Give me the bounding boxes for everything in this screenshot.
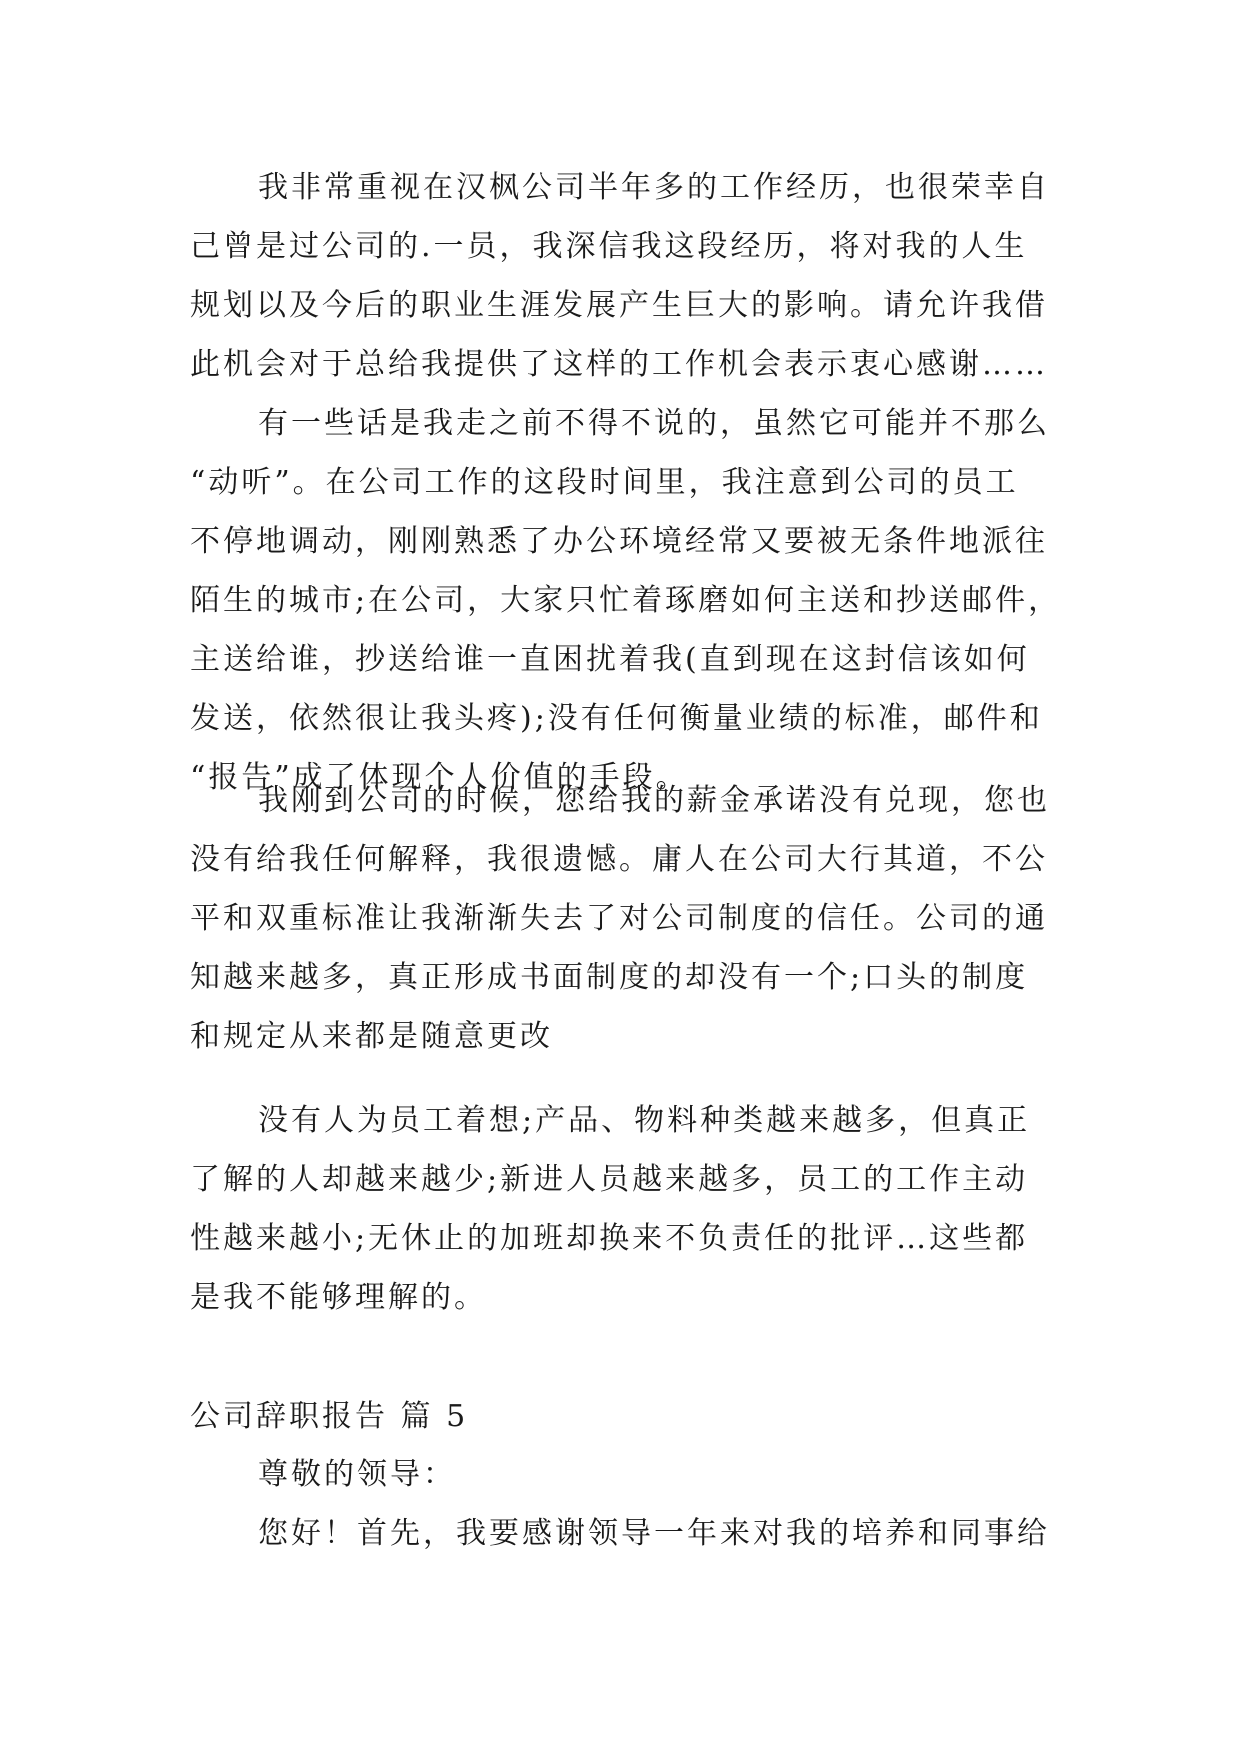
paragraph-4: [190, 1091, 1055, 1327]
paragraph-line: 己曾是过公司的.一员，我深信我这段经历，将对我的人生: [190, 229, 1028, 264]
paragraph-line: 此机会对于总给我提供了这样的工作机会表示衷心感谢……: [190, 347, 1048, 382]
paragraph-line: 不停地调动，刚刚熟悉了办公环境经常又要被无条件地派往: [190, 524, 1048, 559]
paragraph-line: 主送给谁，抄送给谁一直困扰着我(直到现在这封信该如何: [190, 642, 1030, 677]
paragraph-5: [190, 1504, 1055, 1563]
salutation-line: 尊敬的领导：: [258, 1457, 456, 1492]
paragraph-line: 有一些话是我走之前不得不说的，虽然它可能并不那么: [258, 406, 1050, 441]
section-heading: 公司辞职报告 篇 5: [190, 1399, 469, 1434]
paragraph-line: 性越来越小;无休止的加班却换来不负责任的批评…这些都: [190, 1221, 1029, 1256]
paragraph-1: [190, 158, 1055, 394]
paragraph-line: 了解的人却越来越少;新进人员越来越多，员工的工作主动: [190, 1162, 1029, 1197]
paragraph-line: 我刚到公司的时候，您给我的薪金承诺没有兑现，您也: [258, 783, 1050, 818]
paragraph-line: 是我不能够理解的。: [190, 1280, 487, 1315]
paragraph-line: 没有给我任何解释，我很遗憾。庸人在公司大行其道，不公: [190, 842, 1048, 877]
paragraph-line: 规划以及今后的职业生涯发展产生巨大的影响。请允许我借: [190, 288, 1048, 323]
salutation: [190, 1445, 1055, 1504]
paragraph-line: 平和双重标准让我渐渐失去了对公司制度的信任。公司的通: [190, 901, 1048, 936]
paragraph-line: 发送，依然很让我头疼);没有任何衡量业绩的标准，邮件和: [190, 701, 1043, 736]
paragraph-line: 陌生的城市;在公司，大家只忙着琢磨如何主送和抄送邮件，: [190, 583, 1062, 618]
paragraph-line: 知越来越多，真正形成书面制度的却没有一个;口头的制度: [190, 960, 1029, 995]
paragraph-line: 我非常重视在汉枫公司半年多的工作经历，也很荣幸自: [258, 170, 1050, 205]
paragraph-line: “报告”成了体现个人价值的手段。: [190, 760, 689, 795]
paragraph-line: 没有人为员工着想;产品、物料种类越来越多，但真正: [258, 1103, 1031, 1138]
paragraph-line: 您好！首先，我要感谢领导一年来对我的培养和同事给: [258, 1516, 1050, 1551]
paragraph-line: “动听”。在公司工作的这段时间里，我注意到公司的员工: [190, 465, 1019, 500]
paragraph-2: [190, 394, 1062, 807]
paragraph-3: [190, 771, 1055, 1066]
paragraph-line: 和规定从来都是随意更改: [190, 1019, 553, 1054]
